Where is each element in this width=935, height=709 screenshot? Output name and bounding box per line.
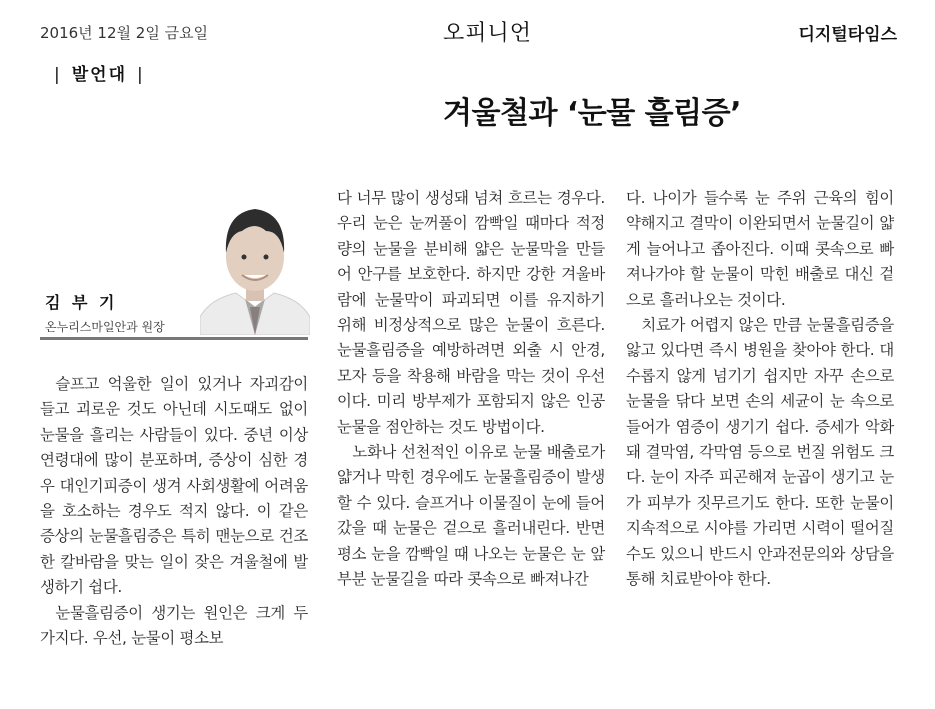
column-label (44, 60, 155, 85)
article-column-3 (626, 186, 894, 593)
article-column-1 (40, 372, 308, 651)
publication-date: 2016년 12월 2일 금요일 (40, 24, 209, 42)
divider: | (54, 65, 62, 85)
article-column-2 (337, 186, 605, 593)
divider: | (137, 65, 145, 85)
paragraph: 슬프고 억울한 일이 있거나 자괴감이 들고 괴로운 것도 아닌데 시도때도 없이 눈물을 흘리는 사람들이 있다. 중년 이상 연령대에 많이 분포하며, 증상이 심한 경우 대인기피증이 생겨 사회생활에 어려움을 호소하는 경우도 적지 않다. 이 같은 증상의 눈물흘림증은 특히 맨눈으로 건조한 칼바람을 맞는 일이 잦은 겨울철에 발생하기 쉽다. (40, 375, 308, 597)
paragraph: 다. 나이가 들수록 눈 주위 근육의 힘이 약해지고 결막이 이완되면서 눈물길이 얇게 늘어나고 좁아진다. 이때 콧속으로 빠져나가야 할 눈물이 막힌 배출로 대신 겉으로 흘러나오는 것이다. (626, 189, 894, 309)
author-portrait-image (200, 195, 310, 335)
byline-divider (40, 337, 308, 340)
paragraph: 노화나 선천적인 이유로 눈물 배출로가 얇거나 막힌 경우에도 눈물흘림증이 발생할 수 있다. 슬프거나 이물질이 눈에 들어갔을 때 눈물은 겉으로 흘러내린다. 반면 평소 눈을 깜빡일 때 나오는 눈물은 눈 앞부분 눈물길을 따라 콧속으로 빠져나간 (337, 443, 605, 589)
column-label-text: 발언대 (71, 65, 128, 85)
author-title: 온누리스마일안과 원장 (45, 320, 165, 334)
article-headline: 겨울철과 ‘눈물 흘림증’ (443, 96, 742, 131)
author-photo (200, 195, 310, 335)
paragraph: 치료가 어렵지 않은 만큼 눈물흘림증을 앓고 있다면 즉시 병원을 찾아야 한다. 대수롭지 않게 넘기기 쉽지만 자꾸 손으로 눈물을 닦다 보면 손의 세균이 눈 속으로 들어가 염증이 생기기 쉽다. 증세가 악화돼 결막염, 각막염 등으로 번질 위험도 크다. 눈이 자주 피곤해져 눈곱이 생기고 눈가 피부가 짓무르기도 한다. 또한 눈물이 지속적으로 시야를 가리면 시력이 떨어질 수도 있으니 반드시 안과전문의와 상담을 통해 치료받아야 한다. (626, 316, 894, 589)
author-name: 김 부 기 (45, 293, 118, 312)
section-title: 오피니언 (443, 21, 533, 46)
newspaper-name: 디지털타임스 (798, 25, 897, 45)
paragraph: 눈물흘림증이 생기는 원인은 크게 두 가지다. 우선, 눈물이 평소보 (40, 603, 308, 648)
paragraph: 다 너무 많이 생성돼 넘쳐 흐르는 경우다. 우리 눈은 눈꺼풀이 깜빡일 때마다 적정량의 눈물을 분비해 얇은 눈물막을 만들어 안구를 보호한다. 하지만 강한 겨울바람에 눈물막이 파괴되면 이를 유지하기 위해 비정상적으로 많은 눈물이 흐른다. 눈물흘림증을 예방하려면 외출 시 안경, 모자 등을 착용해 바람을 막는 것이 우선이다. 미리 방부제가 포함되지 않은 인공눈물을 점안하는 것도 방법이다. (337, 189, 605, 436)
